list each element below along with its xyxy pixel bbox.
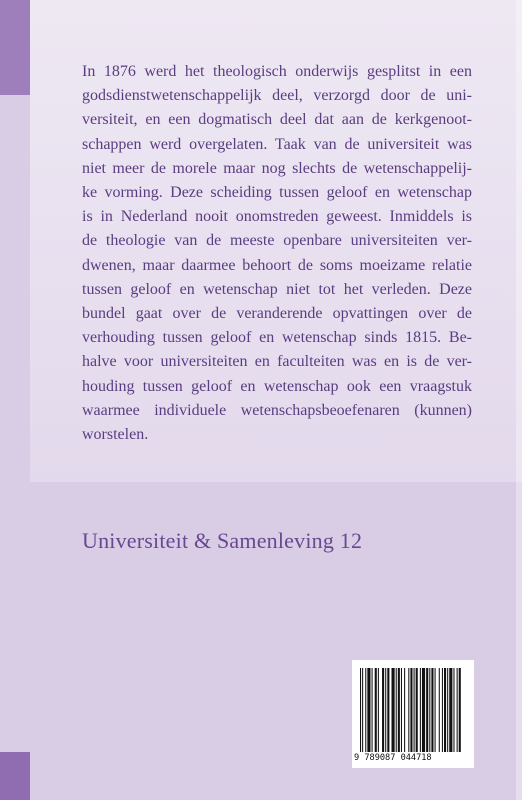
barcode-bar (457, 668, 458, 752)
barcode-bar (375, 668, 377, 752)
barcode-bar (396, 668, 397, 752)
barcode-bar (367, 668, 370, 752)
barcode-bar (420, 668, 421, 752)
isbn-barcode (352, 660, 474, 768)
barcode-bar (408, 668, 409, 752)
blurb-line: tussen geloof en wetenschap niet tot het verleden. Deze (82, 280, 472, 298)
blurb-line: ke vorming. Deze scheiding tussen geloof en wetenschap (82, 184, 472, 202)
blurb-line: schappen werd overgelaten. Taak van de universiteit was (82, 135, 472, 153)
barcode-bar (385, 668, 386, 752)
spine-accent-top (0, 0, 30, 95)
page-edge (516, 0, 522, 800)
blurb-line: In 1876 werd het theologisch onderwijs gesplitst in een (82, 63, 472, 80)
barcode-bar (431, 668, 433, 752)
blurb-line: worstelen. (82, 426, 149, 444)
barcode-bar (442, 668, 443, 752)
barcode-bar (404, 668, 405, 752)
barcode-bar (447, 668, 448, 752)
barcode-bar (372, 668, 373, 752)
barcode-bar (362, 668, 363, 752)
barcode-bar (439, 668, 440, 752)
blurb-line: dwenen, maar daarmee behoort de soms moeizame relatie (82, 256, 472, 274)
barcode-bar (414, 668, 415, 752)
blurb-line: godsdienstwetenschappelijk deel, verzorgd door de uni- (82, 87, 472, 105)
series-title: Universiteit & Samenleving 12 (82, 528, 363, 553)
barcode-bar (365, 668, 366, 752)
blurb-text (82, 60, 472, 447)
barcode-bar (401, 668, 402, 752)
blurb-line: versiteit, en een dogmatisch deel dat aan de kerkgenoot- (82, 111, 472, 129)
barcode-bar (422, 668, 425, 752)
barcode-bar (410, 668, 412, 752)
blurb-line: houding tussen geloof en wetenschap ook een vraagstuk (82, 377, 472, 395)
barcode-bar (435, 668, 436, 752)
isbn-digits: 9 789087 044718 (354, 753, 432, 763)
blurb-line: verhouding tussen geloof en wetenschap sinds 1815. Be- (82, 329, 472, 347)
blurb-line: is in Nederland nooit onomstreden geweest. Inmiddels is (82, 208, 472, 226)
barcode-bar (360, 668, 361, 752)
barcode-bar (382, 668, 384, 752)
barcode-bar (449, 668, 452, 752)
blurb-line: halve voor universiteiten en faculteiten was en is de ver- (82, 353, 472, 371)
barcode-bar (459, 668, 461, 752)
barcode-bar (426, 668, 428, 752)
barcode-graphic (352, 660, 474, 768)
barcode-bar (453, 668, 454, 752)
spine-accent-bottom (0, 752, 30, 800)
blurb-line: bundel gaat over de veranderende opvattingen over de (82, 305, 472, 323)
blurb-line: de theologie van de meeste openbare universiteiten ver- (82, 232, 472, 250)
barcode-bar (387, 668, 389, 752)
barcode-bar (416, 668, 418, 752)
blurb-line: niet meer de morele maar nog slechts de wetenschappelij- (82, 159, 472, 177)
barcode-bar (392, 668, 395, 752)
barcode-bar (444, 668, 446, 752)
barcode-bar (398, 668, 400, 752)
barcode-bar (378, 668, 379, 752)
barcode-bar (429, 668, 430, 752)
blurb-line: waarmee individuele wetenschapsbeoefenaren (kunnen) (82, 401, 472, 419)
